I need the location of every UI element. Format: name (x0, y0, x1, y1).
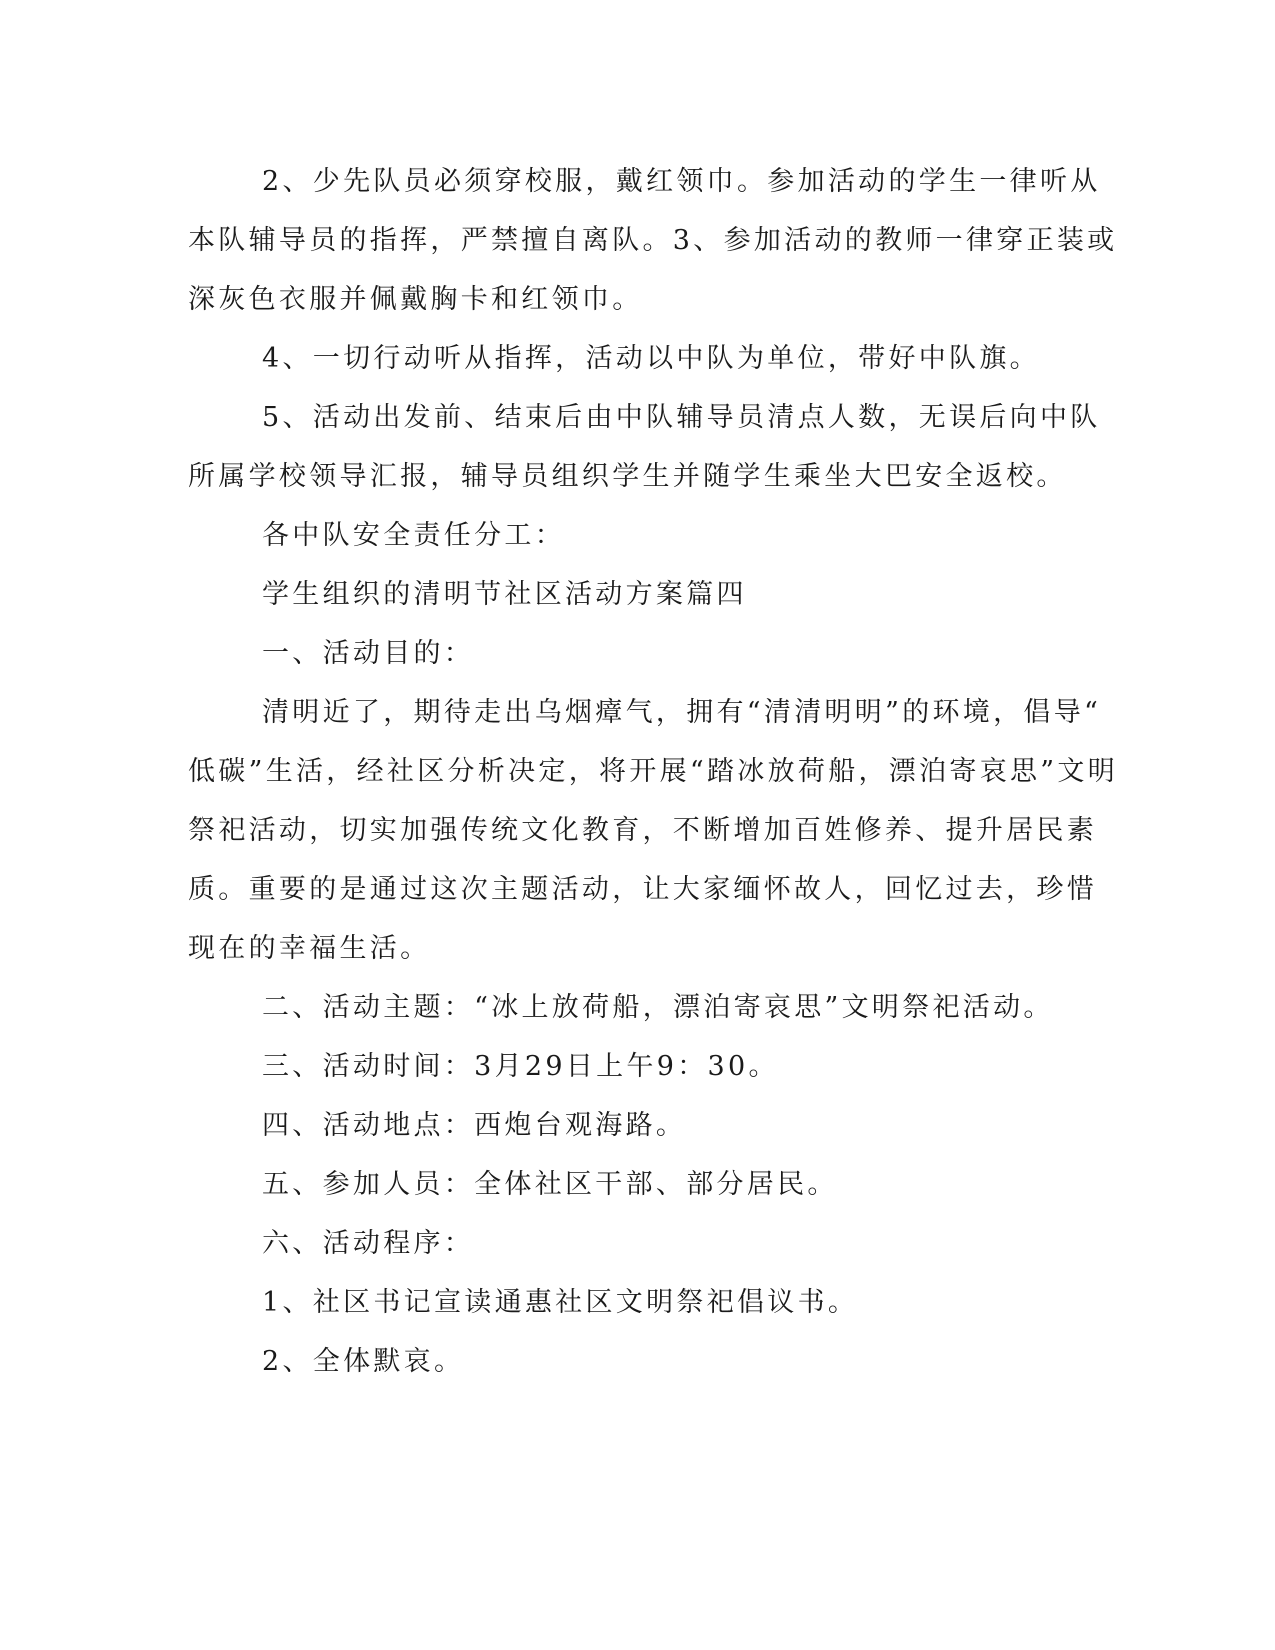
text-line: 所属学校领导汇报，辅导员组织学生并随学生乘坐大巴安全返校。 (188, 461, 1067, 492)
text-line: 现在的幸福生活。 (188, 933, 431, 964)
text-line: 1、社区书记宣读通惠社区文明祭祀倡议书。 (262, 1287, 859, 1318)
text-line: 各中队安全责任分工： (262, 520, 565, 551)
text-line: 六、活动程序： (262, 1228, 475, 1259)
text-line: 祭祀活动，切实加强传统文化教育，不断增加百姓修养、提升居民素 (188, 815, 1097, 846)
text-line: 4、一切行动听从指挥，活动以中队为单位，带好中队旗。 (262, 343, 1040, 374)
text-line: 四、活动地点：西炮台观海路。 (262, 1110, 687, 1141)
text-line: 三、活动时间：3月29日上午9：30。 (262, 1051, 779, 1082)
text-line: 低碳”生活，经社区分析决定，将开展“踏冰放荷船，漂泊寄哀思”文明 (188, 756, 1119, 787)
text-line: 2、全体默哀。 (262, 1346, 465, 1377)
text-line: 质。重要的是通过这次主题活动，让大家缅怀故人，回忆过去，珍惜 (188, 874, 1097, 905)
text-line: 5、活动出发前、结束后由中队辅导员清点人数，无误后向中队 (262, 402, 1101, 433)
text-line: 本队辅导员的指挥，严禁擅自离队。3、参加活动的教师一律穿正装或 (188, 225, 1118, 256)
text-line: 2、少先队员必须穿校服，戴红领巾。参加活动的学生一律听从 (262, 166, 1101, 197)
text-line: 清明近了，期待走出乌烟瘴气，拥有“清清明明”的环境，倡导“ (262, 697, 1102, 728)
text-line: 二、活动主题：“冰上放荷船，漂泊寄哀思”文明祭祀活动。 (262, 992, 1054, 1023)
text-line: 深灰色衣服并佩戴胸卡和红领巾。 (188, 284, 643, 315)
text-line: 五、参加人员：全体社区干部、部分居民。 (262, 1169, 838, 1200)
section-heading: 学生组织的清明节社区活动方案篇四 (262, 579, 747, 610)
text-line: 一、活动目的： (262, 638, 475, 669)
